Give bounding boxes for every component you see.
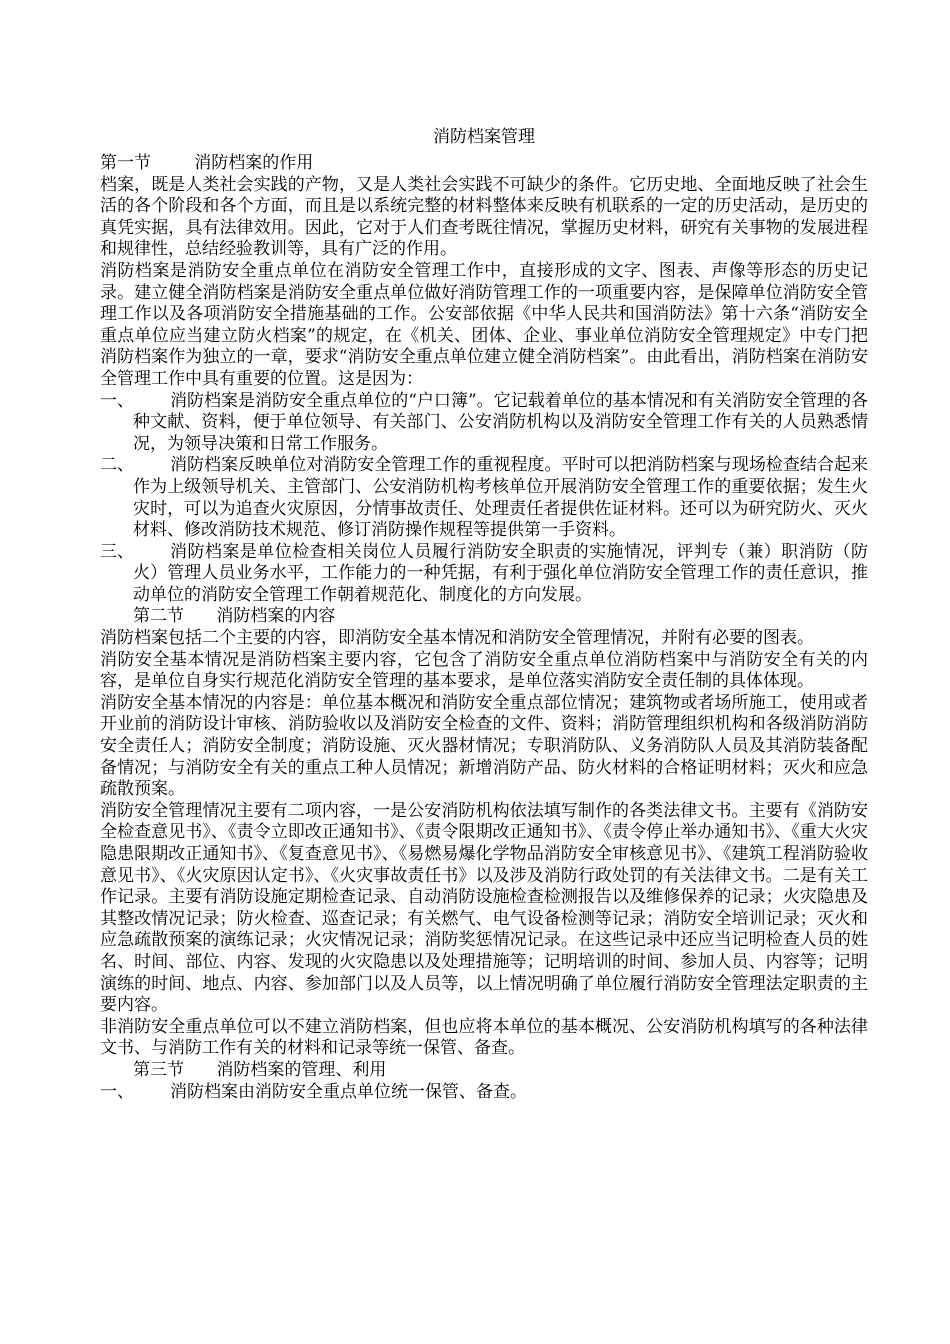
list-item-number: 一、	[100, 1081, 134, 1102]
list-item-text: 消防档案反映单位对消防安全管理工作的重视程度。平时可以把消防档案与现场检查结合起来作为上级领导机关、主管部门、公安消防机构考核单位开展消防安全管理工作的重要依据；发生火灾时，可以为追查火灾原因，分情事故责任、处理责任者提供佐证材料。还可以为研究防火、灭火材料、修改消防技术规范、修订消防操作规程等提供第一手资料。	[133, 455, 868, 541]
list-item	[100, 542, 868, 607]
paragraph: 消防档案是消防安全重点单位在消防安全管理工作中，直接形成的文字、图表、声像等形态的历史记录。建立健全消防档案是消防安全重点单位做好消防管理工作的一项重要内容，是保障单位消防安全管理工作以及各项消防安全措施基础的工作。公安部依据《中华人民共和国消防法》第十六条“消防安全重点单位应当建立防火档案”的规定，在《机关、团体、企业、事业单位消防安全管理规定》中专门把消防档案作为独立的一章，要求“消防安全重点单位建立健全消防档案”。由此看出，消防档案在消防安全管理工作中具有重要的位置。这是因为：	[100, 260, 868, 389]
paragraph: 非消防安全重点单位可以不建立消防档案，但也应将本单位的基本概况、公安消防机构填写的各种法律文书、与消防工作有关的材料和记录等统一保管、备查。	[100, 1016, 868, 1059]
list-item	[100, 391, 868, 456]
paragraph: 消防安全基本情况是消防档案主要内容，它包含了消防安全重点单位消防档案中与消防安全有关的内容，是单位自身实行规范化消防安全管理的基本要求，是单位落实消防安全责任制的具体体现。	[100, 649, 868, 692]
list-item-text: 消防档案由消防安全重点单位统一保管、备查。	[170, 1081, 527, 1102]
list-item	[100, 455, 868, 541]
list-item-number: 二、	[100, 455, 134, 476]
list-item-number: 三、	[100, 541, 134, 562]
section-heading-2: 第二节 消防档案的内容	[133, 606, 336, 627]
paragraph: 消防安全基本情况的内容是：单位基本概况和消防安全重点部位情况；建筑物或者场所施工，使用或者开业前的消防设计审核、消防验收以及消防安全检查的文件、资料；消防管理组织机构和各级消防消防安全责任人；消防安全制度；消防设施、灭火器材情况；专职消防队、义务消防队人员及其消防装备配备情况；与消防安全有关的重点工种人员情况；新增消防产品、防火材料的合格证明材料；灭火和应急疏散预案。	[100, 692, 868, 800]
list-item	[100, 1082, 868, 1104]
document-page	[100, 122, 868, 1103]
section-heading-3: 第三节 消防档案的管理、利用	[133, 1059, 387, 1080]
list-item-text: 消防档案是单位检查相关岗位人员履行消防安全职责的实施情况，评判专（兼）职消防（防火）管理人员业务水平，工作能力的一种凭据，有利于强化单位消防安全管理工作的责任意识，推动单位的消防安全管理工作朝着规范化、制度化的方向发展。	[133, 541, 868, 605]
list-item-text: 消防档案是消防安全重点单位的“户口簿”。它记载着单位的基本情况和有关消防安全管理的各种文献、资料，便于单位领导、有关部门、公安消防机构以及消防安全管理工作有关的人员熟悉情况，为领导决策和日常工作服务。	[133, 390, 868, 454]
section-heading-1: 第一节 消防档案的作用	[100, 153, 314, 173]
document-title: 消防档案管理	[433, 127, 535, 147]
paragraph: 消防安全管理情况主要有二项内容，一是公安消防机构依法填写制作的各类法律文书。主要有《消防安全检查意见书》、《责令立即改正通知书》、《责令限期改正通知书》、《责令停止举办通知书》、《重大火灾隐患限期改正通知书》、《复查意见书》、《易燃易爆化学物品消防安全审核意见书》、《建筑工程消防验收意见书》、《火灾原因认定书》、《火灾事故责任书》以及涉及消防行政处罚的有关法律文书。二是有关工作记录。主要有消防设施定期检查记录、自动消防设施检查检测报告以及维修保养的记录；火灾隐患及其整改情况记录；防火检查、巡查记录；有关燃气、电气设备检测等记录；消防安全培训记录；灭火和应急疏散预案的演练记录；火灾情况记录；消防奖惩情况记录。在这些记录中还应当记明检查人员的姓名、时间、部位、内容、发现的火灾隐患以及处理措施等；记明培训的时间、参加人员、内容等；记明演练的时间、地点、内容、参加部门以及人员等，以上情况明确了单位履行消防安全管理法定职责的主要内容。	[100, 800, 868, 1016]
list-item-number: 一、	[100, 390, 134, 411]
paragraph: 消防档案包括二个主要的内容，即消防安全基本情况和消防安全管理情况，并附有必要的图表。	[100, 628, 814, 649]
paragraph: 档案，既是人类社会实践的产物，又是人类社会实践不可缺少的条件。它历史地、全面地反映了社会生活的各个阶段和各个方面，而且是以系统完整的材料整体来反映有机联系的一定的历史活动，是历史的真凭实据，具有法律效用。因此，它对于人们查考既往情况，掌握历史材料，研究有关事物的发展进程和规律性，总结经验教训等，具有广泛的作用。	[100, 174, 868, 260]
